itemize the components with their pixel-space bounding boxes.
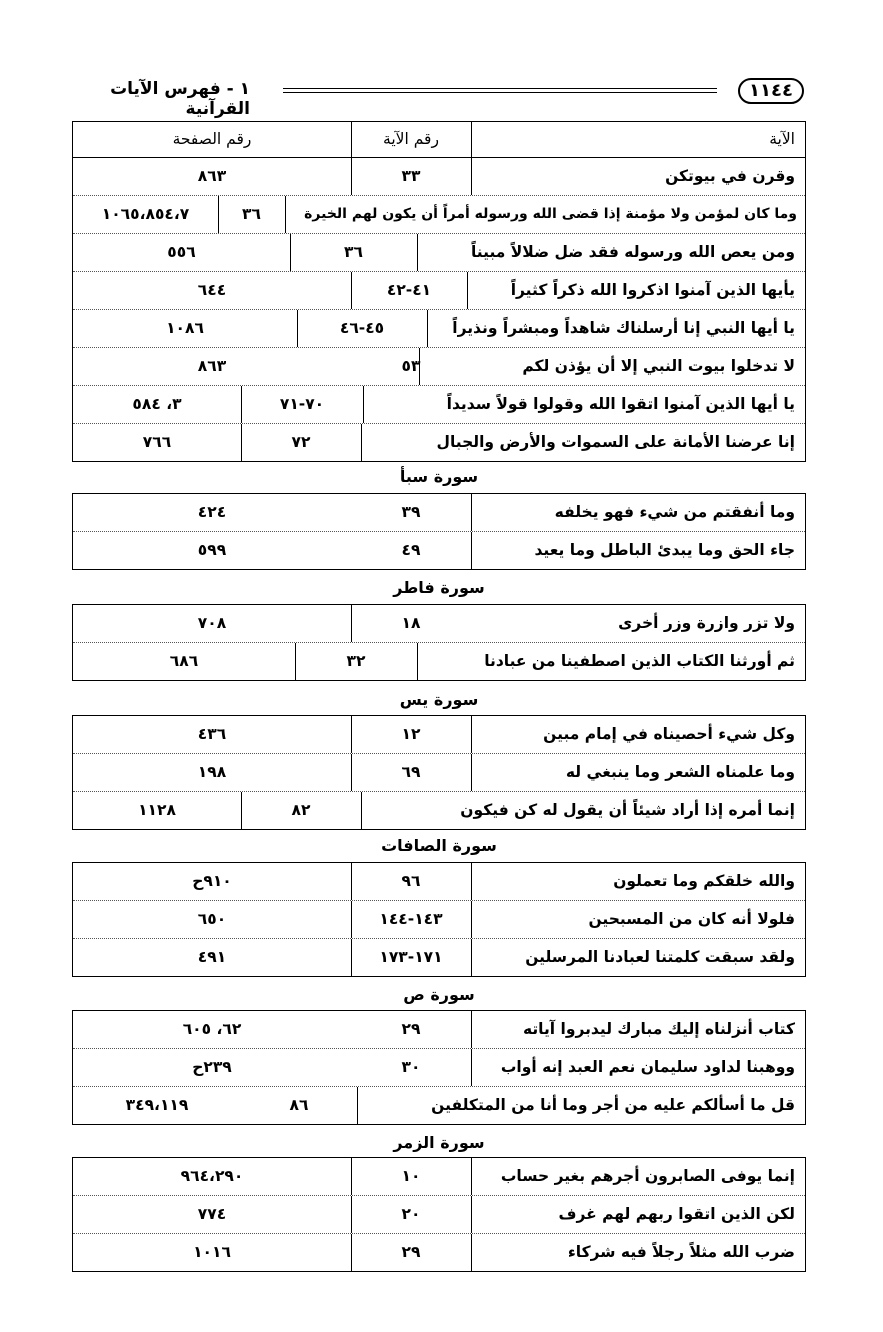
ayah-number: ٣٩ — [401, 503, 421, 521]
table-row — [73, 532, 805, 569]
page-reference: ٣، ٥٨٤ — [132, 395, 182, 413]
ayah-number: ١٨ — [401, 614, 421, 632]
column-header-verse: الآية — [769, 130, 795, 148]
ayah-number: ٣٢ — [346, 652, 366, 670]
ayah-number: ٣٦ — [242, 205, 261, 223]
page-reference: ٢٣٩ح — [192, 1058, 232, 1076]
table-row — [73, 158, 805, 196]
verse-text: ومن يعص الله ورسوله فقد ضل ضلالاً مبيناً — [470, 243, 795, 261]
ayah-number: ٦٩ — [401, 763, 421, 781]
verse-text: ووهبنا لداود سليمان نعم العبد إنه أواب — [500, 1058, 795, 1076]
verse-text: قل ما أسألكم عليه من أجر وما أنا من المتكلفين — [431, 1096, 795, 1114]
verse-text: لا تدخلوا بيوت النبي إلا أن يؤذن لكم — [522, 357, 795, 375]
page-reference: ٤٣٦ — [197, 725, 227, 743]
page-reference: ١٩٨ — [197, 763, 227, 781]
table-row — [73, 1158, 805, 1196]
table-row — [73, 1087, 805, 1124]
verse-text: ثم أورثنا الكتاب الذين اصطفينا من عبادنا — [484, 652, 795, 670]
verse-text: إنما يوفى الصابرون أجرهم بغير حساب — [500, 1167, 795, 1185]
ayah-number: ٨٢ — [291, 801, 311, 819]
page-reference: ٣٤٩،١١٩ — [125, 1096, 189, 1114]
sura-heading-fatir: سورة فاطر — [393, 578, 485, 597]
table-row — [73, 494, 805, 532]
verse-text: يا أيها النبي إنا أرسلناك شاهداً ومبشراً ونذيراً — [452, 319, 795, 337]
ayah-number: ١٧١-١٧٣ — [379, 948, 443, 966]
verse-text: وما أنفقتم من شيء فهو يخلفه — [554, 503, 795, 521]
sura-heading-sad: سورة ص — [403, 985, 475, 1004]
table-row — [73, 792, 805, 829]
table-row — [73, 939, 805, 976]
column-header-ayah: رقم الآية — [383, 130, 439, 148]
verse-table-fatir — [72, 604, 806, 681]
page-reference: ٦٤٤ — [197, 281, 227, 299]
running-title: ١ - فهرس الآيات القرآنية — [110, 79, 250, 119]
verse-text: إنا عرضنا الأمانة على السموات والأرض والجبال — [436, 433, 795, 451]
verse-text: لكن الذين اتقوا ربهم لهم غرف — [558, 1205, 795, 1223]
ayah-number: ٤٥-٤٦ — [339, 319, 385, 337]
table-row — [73, 310, 805, 348]
sura-heading-zumar: سورة الزمر — [393, 1133, 485, 1152]
verse-table-ahzab — [72, 121, 806, 462]
ayah-number: ٢٩ — [401, 1020, 421, 1038]
page-reference: ٧٧٤ — [197, 1205, 227, 1223]
ayah-number: ٧٠-٧١ — [279, 395, 325, 413]
page-reference: ٧٦٦ — [142, 433, 172, 451]
table-row — [73, 1049, 805, 1087]
ayah-number: ٥٣ — [401, 357, 421, 375]
table-row — [73, 1011, 805, 1049]
header-rule — [283, 88, 717, 93]
page-reference: ٩١٠ح — [192, 872, 232, 890]
table-row — [73, 605, 805, 643]
table-row — [73, 234, 805, 272]
page-reference: ٨٦٣ — [197, 167, 227, 185]
ayah-number: ٣٠ — [401, 1058, 421, 1076]
verse-text: والله خلقكم وما تعملون — [613, 872, 795, 890]
ayah-number: ٩٦ — [401, 872, 421, 890]
verse-text: وما علمناه الشعر وما ينبغي له — [565, 763, 795, 781]
table-row — [73, 716, 805, 754]
table-row — [73, 1196, 805, 1234]
verse-text: ولقد سبقت كلمتنا لعبادنا المرسلين — [525, 948, 795, 966]
page-reference: ٤٢٤ — [197, 503, 227, 521]
page-reference: ١٠٨٦ — [166, 319, 204, 337]
table-row — [73, 754, 805, 792]
sura-heading-saffat: سورة الصافات — [381, 836, 497, 855]
column-header-page: رقم الصفحة — [172, 130, 252, 148]
ayah-number: ١٢ — [401, 725, 421, 743]
ayah-number: ٢٩ — [401, 1243, 421, 1261]
ayah-number: ٨٦ — [289, 1096, 309, 1114]
verse-table-saba — [72, 493, 806, 570]
ayah-number: ٢٠ — [401, 1205, 421, 1223]
verse-text: ولا تزر وازرة وزر أخرى — [618, 614, 795, 632]
verse-text: وما كان لمؤمن ولا مؤمنة إذا قضى الله ورسوله أمراً أن يكون لهم الخيرة — [304, 206, 797, 222]
ayah-number: ٧٢ — [291, 433, 311, 451]
ayah-number: ١٤٣-١٤٤ — [379, 910, 443, 928]
page-reference: ٦٥٠ — [197, 910, 227, 928]
ayah-number: ٤٩ — [401, 541, 421, 559]
page-reference: ٤٩١ — [197, 948, 227, 966]
page-reference: ٧٠٨ — [197, 614, 227, 632]
verse-table-yasin — [72, 715, 806, 830]
table-row — [73, 196, 805, 234]
table-row — [73, 643, 805, 680]
verse-text: جاء الحق وما يبدئ الباطل وما يعيد — [534, 541, 795, 559]
table-row — [73, 424, 805, 461]
verse-table-sad — [72, 1010, 806, 1125]
table-row — [73, 1234, 805, 1271]
verse-text: وقرن في بيوتكن — [665, 167, 795, 185]
verse-text: يا أيها الذين آمنوا اتقوا الله وقولوا قولاً سديداً — [446, 395, 795, 413]
verse-text: ضرب الله مثلاً رجلاً فيه شركاء — [567, 1243, 795, 1261]
table-row — [73, 272, 805, 310]
page-reference: ١٠١٦ — [193, 1243, 231, 1261]
page-reference: ١٠٦٥،٨٥٤،٧ — [101, 205, 190, 223]
page-reference: ١١٢٨ — [138, 801, 176, 819]
table-row — [73, 386, 805, 424]
table-row — [73, 348, 805, 386]
table-row — [73, 863, 805, 901]
page-reference: ٥٩٩ — [197, 541, 227, 559]
verse-text: كتاب أنزلناه إليك مبارك ليدبروا آياته — [522, 1020, 795, 1038]
page-reference: ٩٦٤،٢٩٠ — [180, 1167, 244, 1185]
verse-text: فلولا أنه كان من المسبحين — [588, 910, 795, 928]
ayah-number: ١٠ — [401, 1167, 421, 1185]
sura-heading-yasin: سورة يس — [399, 690, 479, 709]
verse-table-zumar — [72, 1157, 806, 1272]
ayah-number: ٣٣ — [401, 167, 421, 185]
page-reference: ٦٢، ٦٠٥ — [182, 1020, 242, 1038]
verse-text: إنما أمره إذا أراد شيئاً أن يقول له كن فيكون — [460, 801, 795, 819]
ayah-number: ٤١-٤٢ — [386, 281, 432, 299]
ayah-number: ٣٦ — [344, 243, 363, 261]
verse-text: يأيها الذين آمنوا اذكروا الله ذكراً كثيراً — [510, 281, 795, 299]
verse-table-saffat — [72, 862, 806, 977]
verse-text: وكل شيء أحصيناه في إمام مبين — [543, 725, 795, 743]
sura-heading-saba: سورة سبأ — [399, 467, 479, 486]
page-header — [0, 78, 883, 119]
table-row — [73, 901, 805, 939]
table-header-row — [73, 122, 805, 158]
page-number: ١١٤٤ — [738, 78, 804, 104]
page-reference: ٥٥٦ — [167, 243, 196, 261]
page-reference: ٦٨٦ — [169, 652, 199, 670]
page-reference: ٨٦٣ — [197, 357, 227, 375]
